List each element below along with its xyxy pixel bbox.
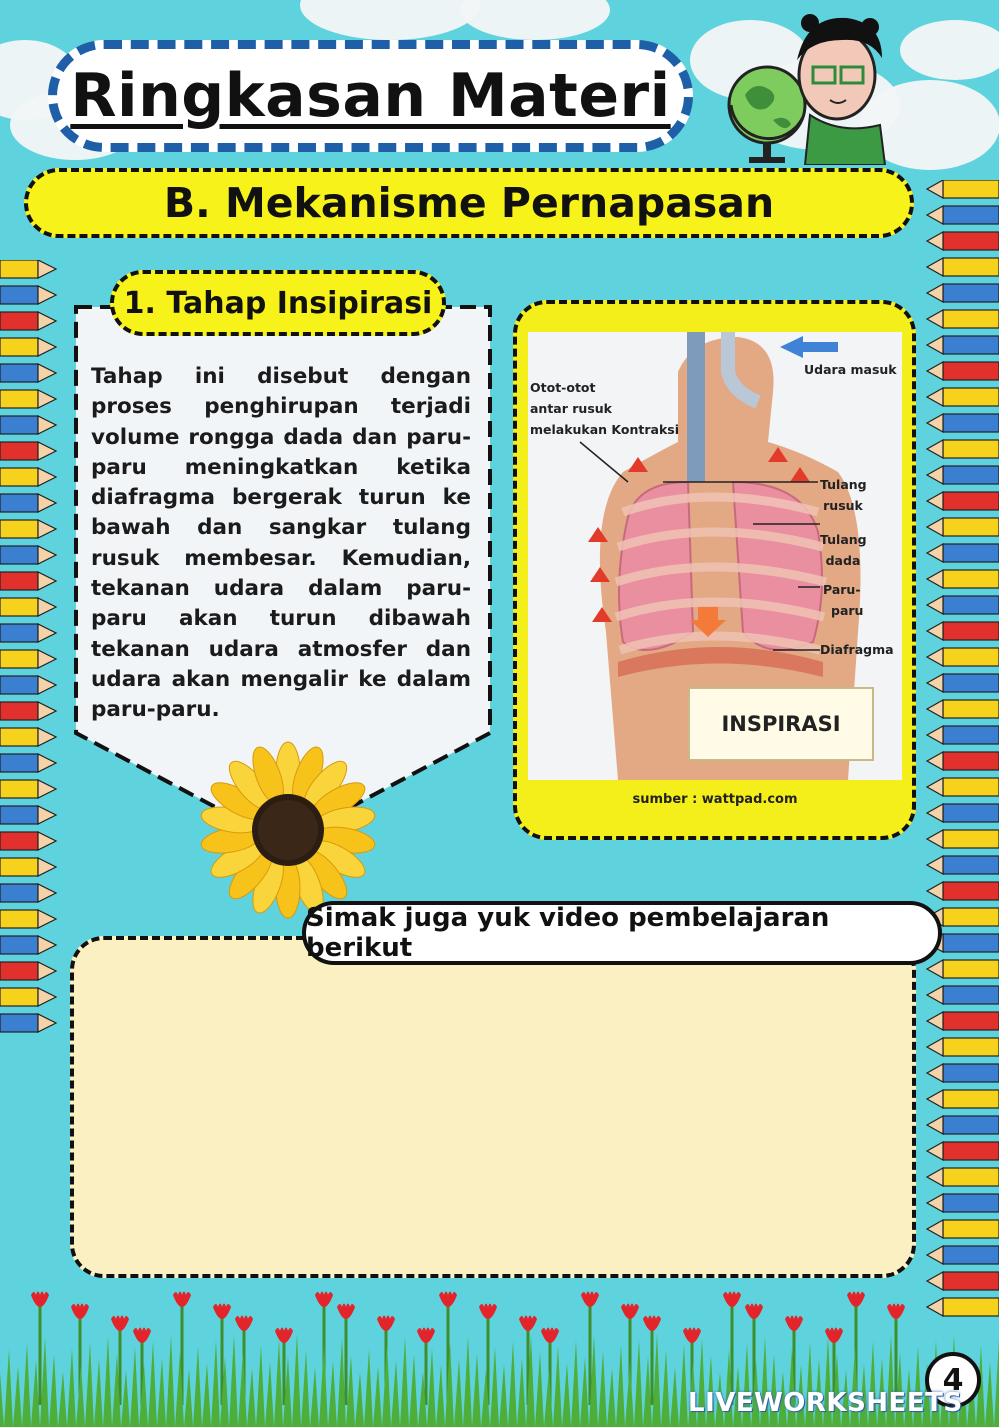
respiration-diagram	[528, 332, 902, 780]
label-tulang-dada-2: dada	[825, 553, 861, 568]
page-title: Ringkasan Materi	[70, 61, 671, 131]
label-otot-line1: Otot-otot	[530, 380, 596, 395]
description-paragraph: Tahap ini disebut dengan proses penghirupan terjadi volume rongga dada dan paru-paru meningkatkan ketika diafragma bergerak turun ke bawah dan sangkar tulang rusuk membesar. Kemudian, tekanan udara dalam paru-paru akan turun dibawah tekanan udara atmosfer dan udara akan mengalir ke dalam paru-paru.	[91, 364, 471, 723]
pencils-right-decoration	[925, 180, 999, 1340]
sunflower-icon	[198, 740, 378, 920]
step-title: 1. Tahap Insipirasi	[123, 285, 433, 321]
pencils-left-decoration	[0, 260, 70, 1050]
image-source: sumber : wattpad.com	[632, 792, 798, 807]
video-heading: Simak juga yuk video pembelajaran berikut	[306, 903, 830, 963]
step-title-banner	[110, 270, 446, 336]
label-paru-1: Paru-	[823, 582, 861, 597]
page-number: 4	[925, 1352, 981, 1408]
label-paru-2: paru	[831, 603, 864, 618]
label-tulang-rusuk-1: Tulang	[820, 477, 867, 492]
watermark: LIVEWORKSHEETS	[688, 1388, 963, 1418]
section-title: B. Mekanisme Pernapasan	[163, 179, 775, 227]
video-placeholder[interactable]	[70, 936, 916, 1278]
label-tulang-dada-1: Tulang	[820, 532, 867, 547]
inspirasi-label-box: INSPIRASI	[688, 687, 874, 761]
title-banner	[48, 40, 693, 152]
label-diafragma: Diafragma	[820, 642, 894, 657]
label-tulang-rusuk-2: rusuk	[823, 498, 863, 513]
video-heading-banner	[302, 901, 942, 965]
label-otot-line3: melakukan Kontraksi	[530, 422, 679, 437]
label-otot-line2: antar rusuk	[530, 401, 612, 416]
student-globe-illustration	[715, 5, 890, 165]
section-banner	[24, 168, 914, 238]
label-udara-masuk: Udara masuk	[804, 362, 897, 377]
